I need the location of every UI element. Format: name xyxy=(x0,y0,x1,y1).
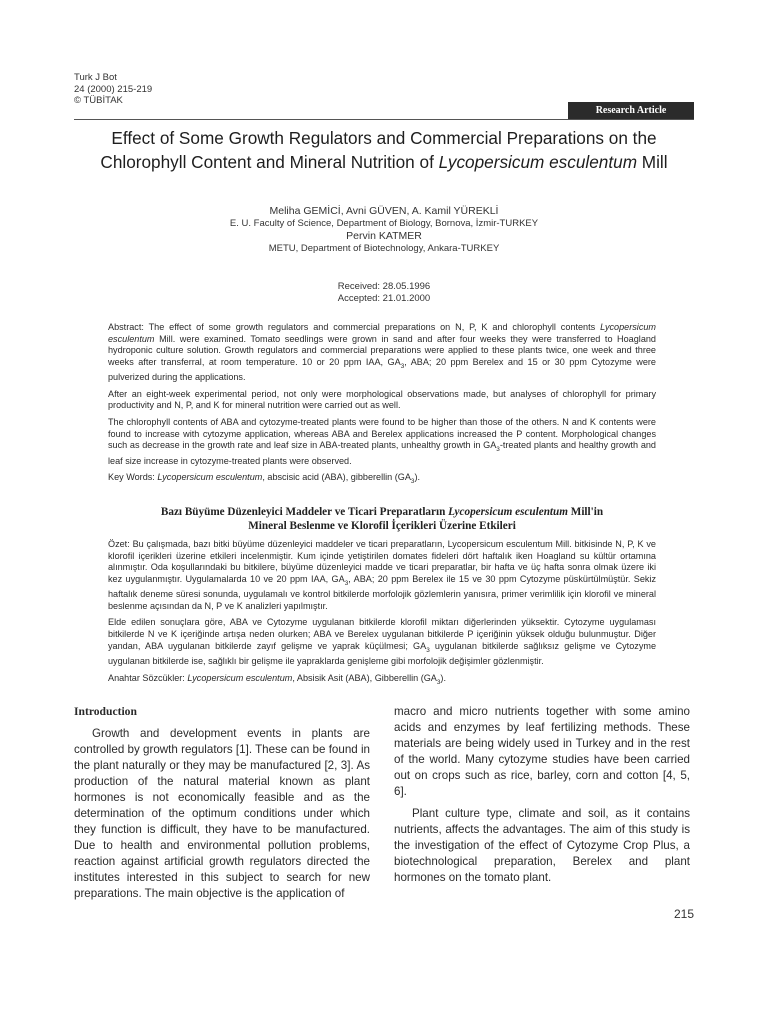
page-number: 215 xyxy=(673,907,694,921)
turkish-abstract xyxy=(108,539,656,693)
abstract-paragraph-3: The chlorophyll contents of ABA and cytozyme-treated plants were found to be higher than those of the others. N and K contents were found to increase with cytozyme application, whereas ABA and Berelex applications increased the P content. Morphological changes such as decrease in the growth rate and leaf size in ABA-treated plants, unhealthy growth in $GA_3$-treated plants and healthy growth and leaf size increase in cytozyme-treated plants were observed. xyxy=(108,416,656,466)
affiliation-2: METU, Department of Biotechnology, Ankara-TURKEY xyxy=(268,242,500,254)
section-heading-introduction: Introduction xyxy=(74,705,137,718)
author-names-1: Meliha GEMİCİ, Avni GÜVEN, A. Kamil YÜREKLİ xyxy=(269,205,499,217)
intro-paragraph-1: Growth and development events in plants are controlled by growth regulators [1]. These can be found in the plant naturally or they may be manufactured [2, 3]. As production of the natural material known as plant hormones is not economically feasible and as the determination of the optimum conditions under which they function is difficult, they have to be manufactured. Due to health and environmental pollution problems, reaction against artificial growth regulators directed the institutes interested in this subject to search for new preparations. The main objective is the application of xyxy=(74,727,370,900)
journal-volume: 24 (2000) 215-219 xyxy=(74,83,153,95)
intro-paragraph-3: Plant culture type, climate and soil, as it contains nutrients, affects the advantages. The aim of this study is the investigation of the effect of Cytozyme Crop Plus, a biotechnological preparation, Berelex and plant hormones on the tomato plant. xyxy=(394,807,690,884)
affiliation-1: E. U. Faculty of Science, Department of Biology, Bornova, İzmir-TURKEY xyxy=(229,217,539,229)
right-column xyxy=(394,704,690,892)
abstract-label: Abstract: xyxy=(108,322,144,332)
title-line-1: Effect of Some Growth Regulators and Commercial Preparations on the xyxy=(111,128,657,148)
turkish-title: Bazı Büyüme Düzenleyici Maddeler ve Ticari Preparatların Lycopersicum esculentum Mill'in Mineral Beslenme ve Klorofil İçerikleri Üzerine Etkileri xyxy=(160,506,604,532)
abstract xyxy=(108,322,656,493)
journal-name: Turk J Bot xyxy=(74,72,117,83)
abstract-paragraph-1: Abstract: The effect of some growth regulators and commercial preparations on N, P, K and chlorophyll contents Lycopersicum esculentum Mill. were examined. Tomato seedlings were grown in sand and after four weeks they were transferred to Hoagland hydroponic culture solution. Growth regulators and commercial preparations were applied to these plants twice, one week and three weeks after transferral, at room temperature. 10 or 20 ppm IAA, $GA_3$, ABA; 20 ppm Berelex and 15 or 30 ppm Cytozyme were pulverized during the applications. xyxy=(108,322,656,383)
paper-title xyxy=(60,126,708,174)
received-date: Received: 28.05.1996 xyxy=(337,281,431,292)
journal-copyright: © TÜBİTAK xyxy=(74,95,123,106)
author-names-2: Pervin KATMER xyxy=(346,230,422,242)
date-block xyxy=(74,281,694,305)
author-block xyxy=(74,205,694,255)
intro-paragraph-2: macro and micro nutrients together with some amino acids and enzymes by leaf fertilizing methods. These materials are being widely used in Turkey and in the rest of the world. Many cytozyme studies have been carried out on crops such as rice, barley, corn and cotton [4, 5, 6]. xyxy=(394,705,690,798)
header-rule xyxy=(74,119,694,120)
ozet-paragraph-1: Özet: Bu çalışmada, bazı bitki büyüme düzenleyici maddeler ve ticari preparatların, Lycopersicum esculentum Mill. bitkisinde N, P, K ve klorofil içerikleri üzerine etkileri incelenmiştir. Kum içinde yetiştirilen domates fideleri dört haftalık iken Hoagland su kültür ortamına alınmıştır. Oda koşullarındaki bu bitkilere, büyüme düzenleyici madde ve ticari preparatlar, bir hafta ve üç hafta sonra olmak üzere iki kez uygulanmıştır. Uygulamalarda 10 ve 20 ppm IAA, $GA_3$, ABA; 20 ppm Berelex ile 15 ve 30 ppm Cytozyme püskürtülmüştür. Sekiz haftalık deneme süresi sonunda, uygulamalı ve kontrol bitkilerde morfolojik gözlemlerin yanısıra, primer verimlilik için klorofil ve mineral beslenme açısından da N, P ve K analizleri yapılmıştır. xyxy=(108,539,656,611)
ozet-keywords: Anahtar Sözcükler: Lycopersicum esculentum, Absisik Asit (ABA), Gibberellin $(GA_3)$. xyxy=(108,672,446,686)
left-column xyxy=(74,704,370,908)
abstract-keywords: Key Words: Lycopersicum esculentum, abscisic acid (ABA), gibberellin $(GA_3)$. xyxy=(108,472,421,485)
abstract-paragraph-2: After an eight-week experimental period, not only were morphological observations made, but analyses of chlorophyll for primary productivity and N, P, and K for mineral nutrition were carried out as well. xyxy=(108,388,656,411)
ozet-paragraph-2: Elde edilen sonuçlara göre, ABA ve Cytozyme uygulanan bitkilerde klorofil miktarı diğerlerinden yüksektir. Cytozyme uygulaması bitkilerde N ve K içeriğinde artışa neden olurken; ABA ve Berelex uygulanan bitkilerde P içeriğinin yüksek olduğu bulunmuştur. Diğer yandan, ABA uygulanan bitkilerde zayıf gelişme ve yaprak küçülmesi; $GA_3$ uygulanan bitkilerde sağlıksız gelişme ve Cytozyme uygulanan bitkilerde ise, sağlıklı bir gelişme ile yapraklarda genişleme gibi morfolojik değişimler gözlenmiştir. xyxy=(108,617,656,666)
title-line-2: Chlorophyll Content and Mineral Nutrition of Lycopersicum esculentum Mill xyxy=(100,152,668,172)
accepted-date: Accepted: 21.01.2000 xyxy=(337,293,431,304)
article-type-badge: Research Article xyxy=(568,102,694,119)
title-species: Lycopersicum esculentum xyxy=(438,152,638,172)
journal-meta xyxy=(74,72,152,107)
